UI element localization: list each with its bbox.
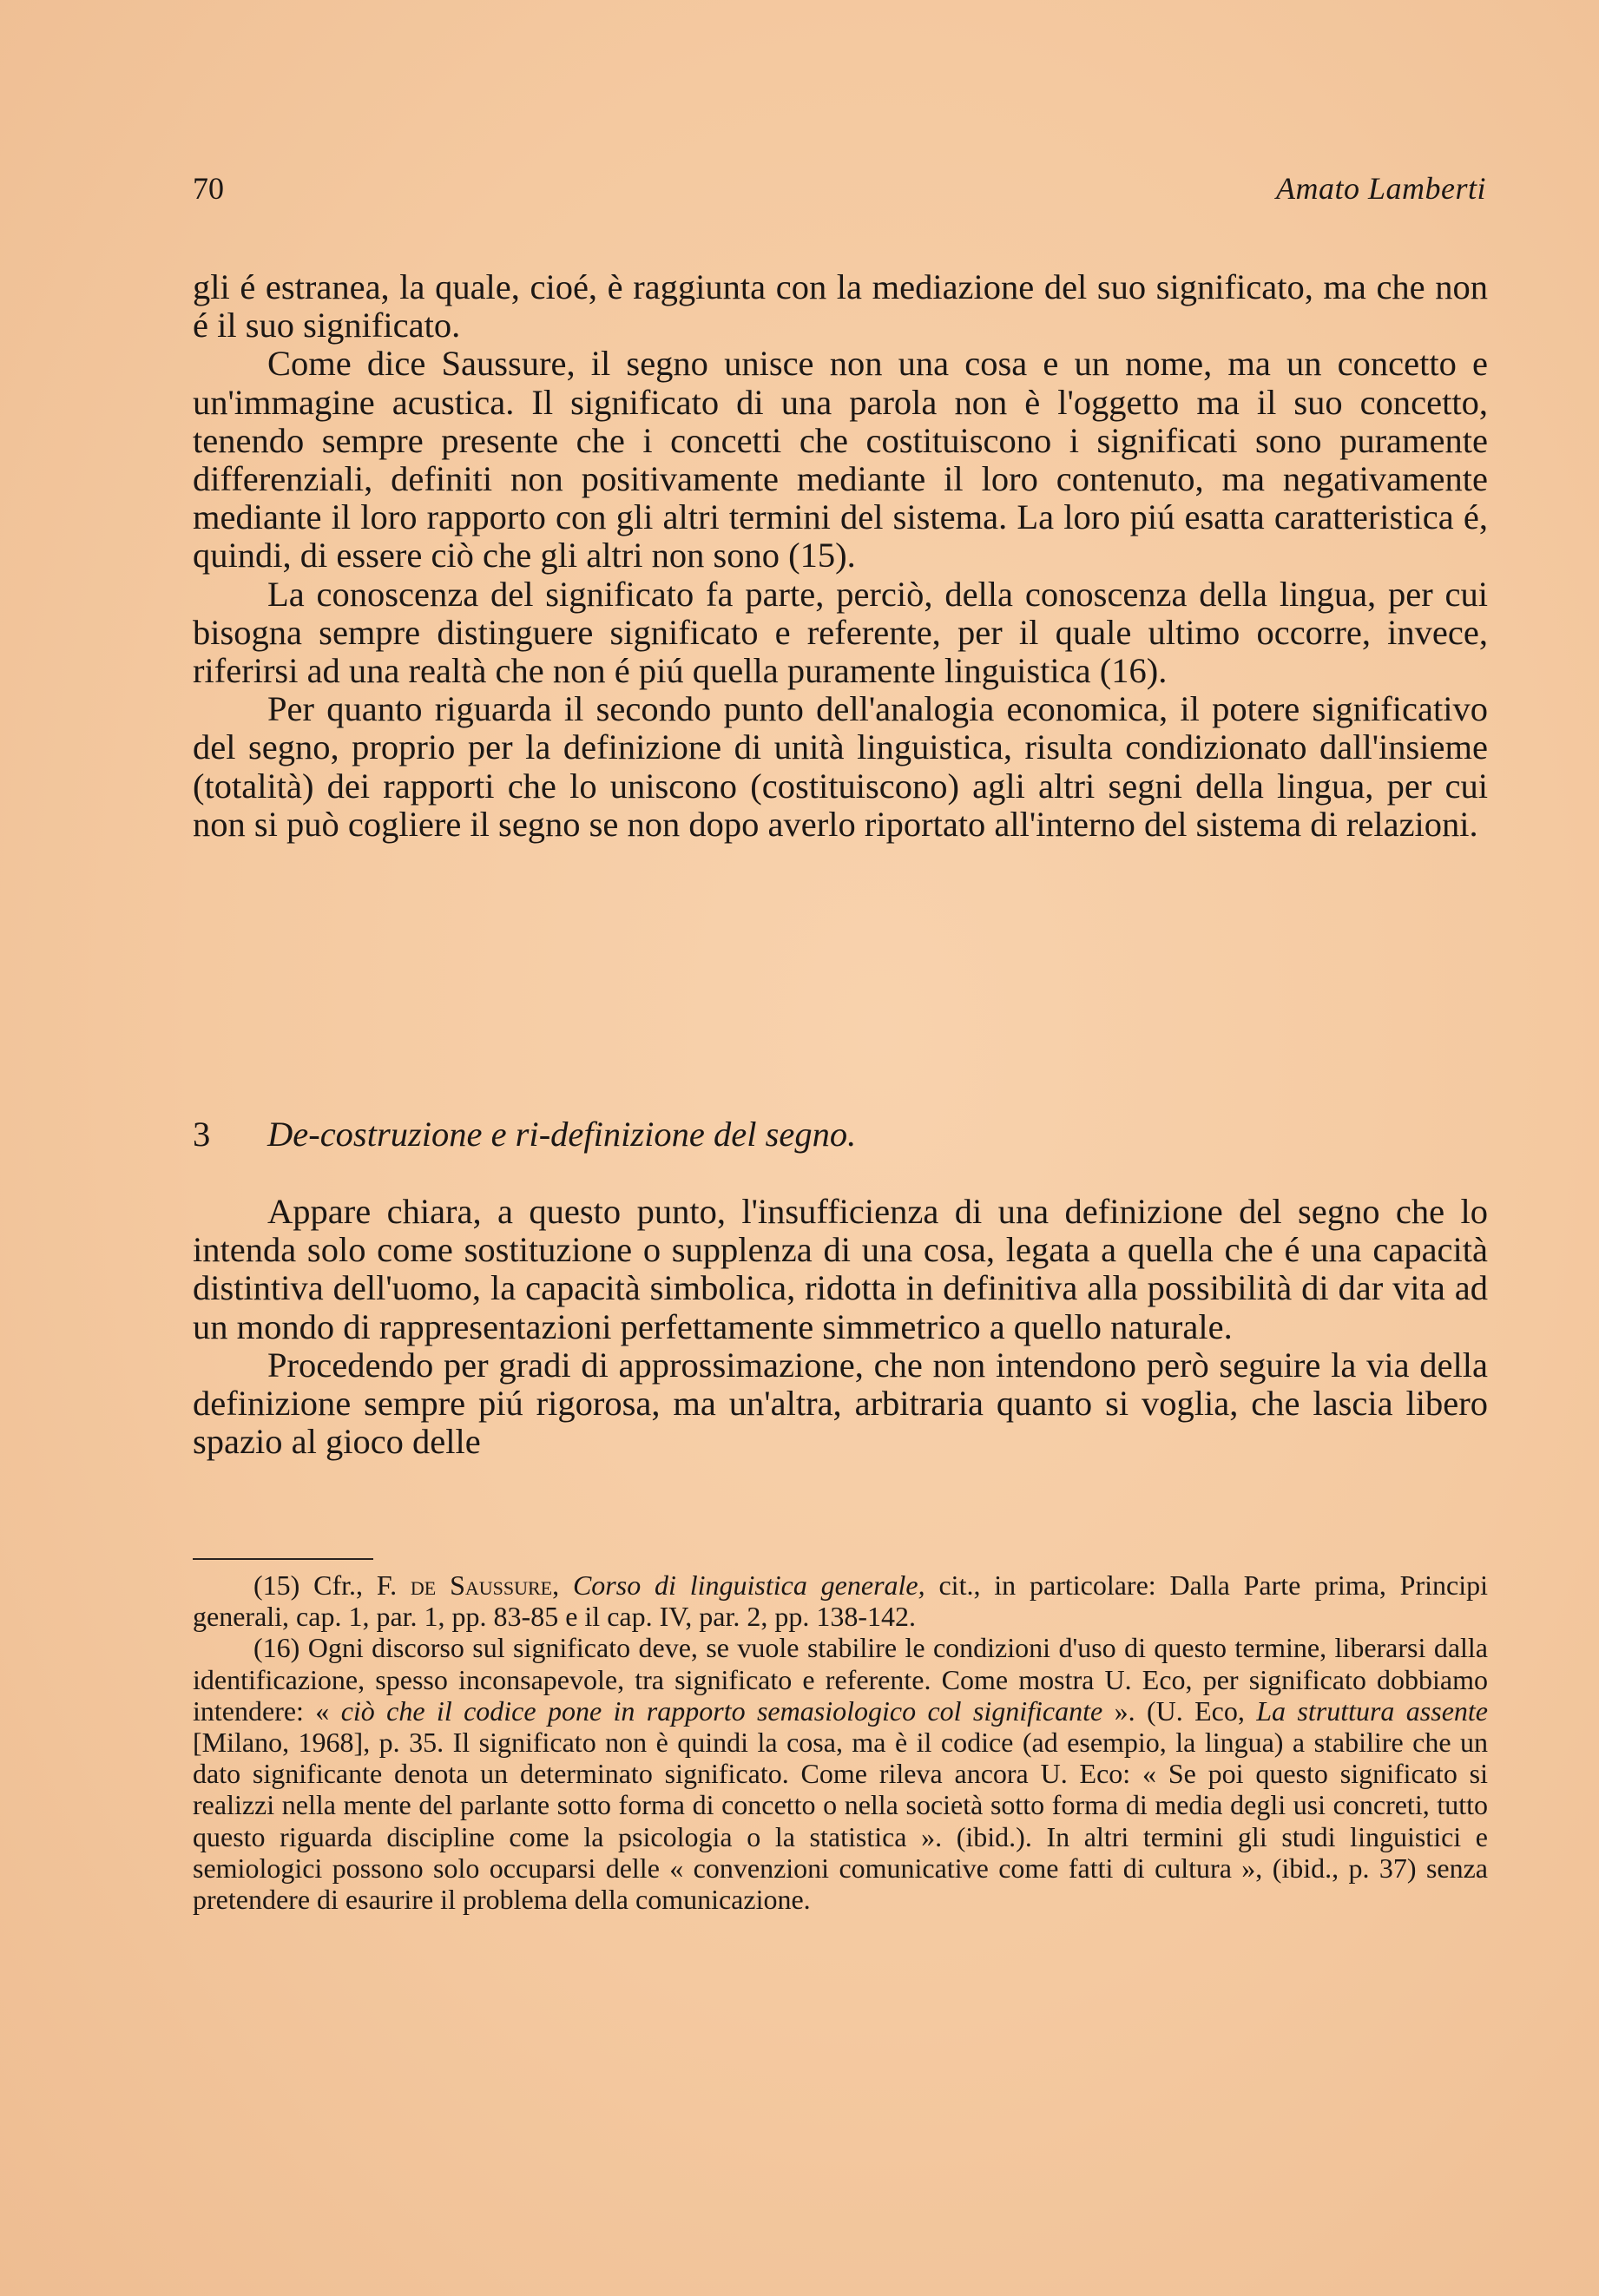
footnote-15: (15) Cfr., F. de Saussure, Corso di linguistica generale, cit., in particolare: Dalla Parte prima, Principi generali, cap. 1, par. 1, pp. 83-85 e il cap. IV, par. 2, pp. 138-142. <box>193 1569 1489 1633</box>
body-text-top <box>193 268 1488 844</box>
book-title: La struttura assente <box>1256 1694 1489 1727</box>
paragraph: La conoscenza del significato fa parte, perciò, della conoscenza della lingua, per cui bisogna sempre distinguere significato e referente, per il quale ultimo occorre, invece, riferirsi ad una realtà che non é piú quella puramente linguistica (16). <box>193 574 1488 691</box>
running-author: Amato Lamberti <box>1275 171 1486 206</box>
author-name: de Saussure, <box>410 1569 560 1601</box>
section-title: De-costruzione e ri-definizione del segno. <box>267 1115 857 1154</box>
paragraph: Procedendo per gradi di approssimazione, che non intendono però seguire la via della definizione sempre piú rigorosa, ma un'altra, arbitraria quanto si voglia, che lascia libero spazio al gioco delle <box>193 1345 1488 1462</box>
body-text-bottom <box>193 1193 1488 1461</box>
paragraph: gli é estranea, la quale, cioé, è raggiunta con la mediazione del suo significato, ma che non é il suo significato. <box>193 267 1488 345</box>
section-number: 3 <box>193 1115 211 1154</box>
paragraph: Come dice Saussure, il segno unisce non una cosa e un nome, ma un concetto e un'immagine acustica. Il significato di una parola non è l'oggetto ma il suo concetto, tenendo sempre presente che i concetti che costituiscono i significati sono puramente differenziali, definiti non positivamente mediante il loro contenuto, ma negativamente mediante il loro rapporto con gli altri termini del sistema. La loro piú esatta caratteristica é, quindi, di essere ciò che gli altri non sono (15). <box>193 344 1488 576</box>
footnote-divider <box>193 1558 373 1560</box>
book-title: Corso di linguistica generale, <box>572 1569 925 1601</box>
footnotes <box>193 1569 1488 1915</box>
footnote-16: (16) Ogni discorso sul significato deve, se vuole stabilire le condizioni d'uso di questo termine, liberarsi dalla identificazione, spesso inconsapevole, tra significato e referente. Come mostra U. Eco, per significato dobbiamo intendere: « ciò che il codice pone in rapporto semasiologico col significante ». (U. Eco, La struttura assente [Milano, 1968], p. 35. Il significato non è quindi la cosa, ma è il codice (ad esempio, la lingua) a stabilire che un dato significante denota un determinato significato. Come rileva ancora U. Eco: « Se poi questo significato si realizzi nella mente del parlante sotto forma di concetto o nella società sotto forma di media degli usi concreti, tutto questo riguarda discipline come la psicologia o la statistica ». (ibid.). In altri termini gli studi linguistici e semiologici possono solo occuparsi delle « convenzioni comunicative come fatti di cultura », (ibid., p. 37) senza pretendere di esaurire il problema della comunicazione. <box>193 1632 1489 1916</box>
page-number: 70 <box>193 171 224 206</box>
paragraph: Per quanto riguarda il secondo punto dell'analogia economica, il potere significativo del segno, proprio per la definizione di unità linguistica, risulta condizionato dall'insieme (totalità) dei rapporti che lo uniscono (costituiscono) agli altri segni della lingua, per cui non si può cogliere il segno se non dopo averlo riportato all'interno del sistema di relazioni. <box>193 689 1488 844</box>
quotation: ciò che il codice pone in rapporto semasiologico col significante <box>340 1694 1103 1727</box>
paragraph: Appare chiara, a questo punto, l'insufficienza di una definizione del segno che lo intenda solo come sostituzione o supplenza di una cosa, legata a quella che é una capacità distintiva dell'uomo, la capacità simbolica, ridotta in definitiva alla possibilità di dar vita ad un mondo di rappresentazioni perfettamente simmetrico a quello naturale. <box>193 1192 1488 1346</box>
